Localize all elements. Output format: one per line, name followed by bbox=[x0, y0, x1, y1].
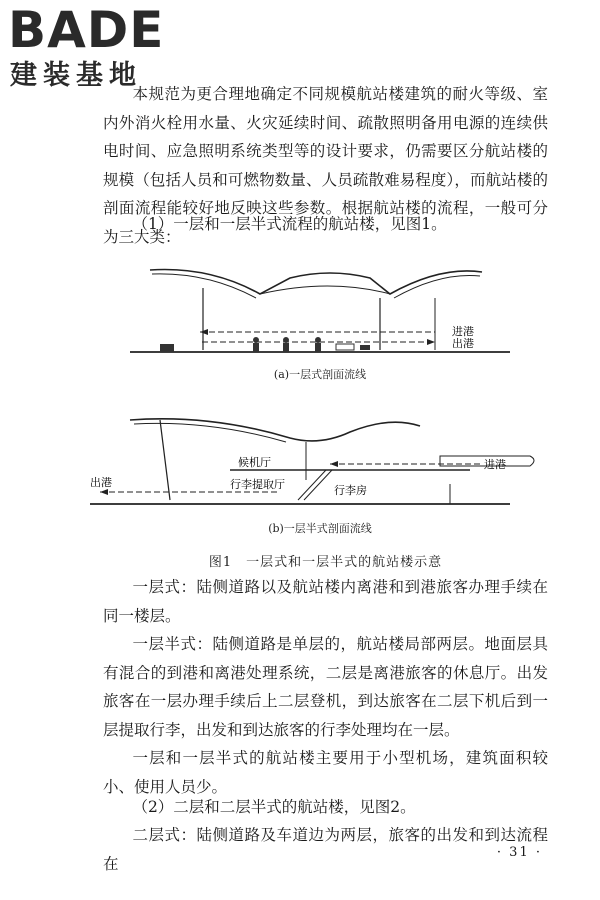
label-depart: 出港 bbox=[452, 337, 474, 350]
roof-truss bbox=[260, 286, 390, 294]
roof-line-inner-right bbox=[394, 275, 480, 298]
label-baggage-claim: 行李提取厅 bbox=[230, 478, 285, 491]
paragraph-type-1: （1）一层和一层半式流程的航站楼，见图1。 bbox=[132, 215, 447, 233]
person-icon bbox=[283, 343, 289, 352]
stair bbox=[304, 470, 332, 500]
figure-a-caption: (a)一层式剖面流线 bbox=[273, 368, 367, 381]
paragraph-intro: 本规范为更合理地确定不同规模航站楼建筑的耐火等级、室内外消火栓用水量、火灾延续时间、疏散照明备用电源的连续供电时间、应急照明系统类型等的设计要求，仍需要区分航站楼的规模（包括人员和可燃物数量、人员疏散难易程度），而航站楼的剖面流程能较好地反映这些参数。根据航站楼的流程，一般可分为三大类： bbox=[103, 85, 548, 246]
column bbox=[160, 420, 170, 500]
figure-b bbox=[90, 408, 550, 536]
roof-line-inner bbox=[134, 423, 286, 442]
label-arrive: 进港 bbox=[484, 458, 506, 471]
paragraph-one-and-half-level: 一层半式：陆侧道路是单层的，航站楼局部两层。地面层具有混合的到港和离港处理系统，二层是离港旅客的休息厅。出发旅客在一层办理手续后上二层登机，到达旅客在二层下机后到一层提取行李，出发和到达旅客的行李处理均在一层。 bbox=[103, 635, 548, 739]
figure-a-diagram bbox=[90, 258, 550, 362]
paragraph-usage: 一层和一层半式的航站楼主要用于小型机场，建筑面积较小、使用人员少。 bbox=[103, 749, 548, 796]
person-icon bbox=[315, 343, 321, 352]
paragraph-one-level: 一层式：陆侧道路以及航站楼内离港和到港旅客办理手续在同一楼层。 bbox=[103, 578, 548, 625]
vehicle-icon bbox=[160, 344, 174, 352]
page-number: · 31 · bbox=[496, 845, 542, 860]
counter-icon bbox=[336, 344, 354, 350]
roof-line-inner-left bbox=[152, 274, 256, 298]
label-arrive: 进港 bbox=[452, 325, 474, 338]
person-icon bbox=[283, 337, 289, 343]
baggage-icon bbox=[360, 345, 370, 350]
figure-a bbox=[90, 258, 550, 383]
arrival-arrow-icon bbox=[330, 461, 338, 467]
departure-arrow-icon bbox=[100, 489, 108, 495]
label-baggage-room: 行李房 bbox=[334, 484, 367, 497]
paragraph-type-2: （2）二层和二层半式的航站楼，见图2。 bbox=[132, 798, 416, 816]
person-icon bbox=[315, 337, 321, 343]
label-depart: 出港 bbox=[90, 476, 112, 489]
departure-arrow-icon bbox=[427, 339, 435, 345]
person-icon bbox=[253, 337, 259, 343]
logo-subtitle: 建装基地 bbox=[10, 60, 142, 91]
roof-line bbox=[130, 419, 420, 441]
figure-caption: 图1 一层式和一层半式的航站楼示意 bbox=[208, 555, 443, 570]
figure-b-diagram bbox=[90, 408, 550, 512]
arrival-arrow-icon bbox=[200, 329, 208, 335]
logo-brand: BADE bbox=[8, 1, 165, 59]
figure-b-caption: (b)一层半式剖面流线 bbox=[268, 522, 372, 535]
label-waiting-hall: 候机厅 bbox=[238, 456, 271, 469]
person-icon bbox=[253, 343, 259, 352]
paragraph-two-level: 二层式：陆侧道路及车道边为两层，旅客的出发和到达流程在 bbox=[103, 826, 548, 873]
stair bbox=[298, 470, 326, 500]
